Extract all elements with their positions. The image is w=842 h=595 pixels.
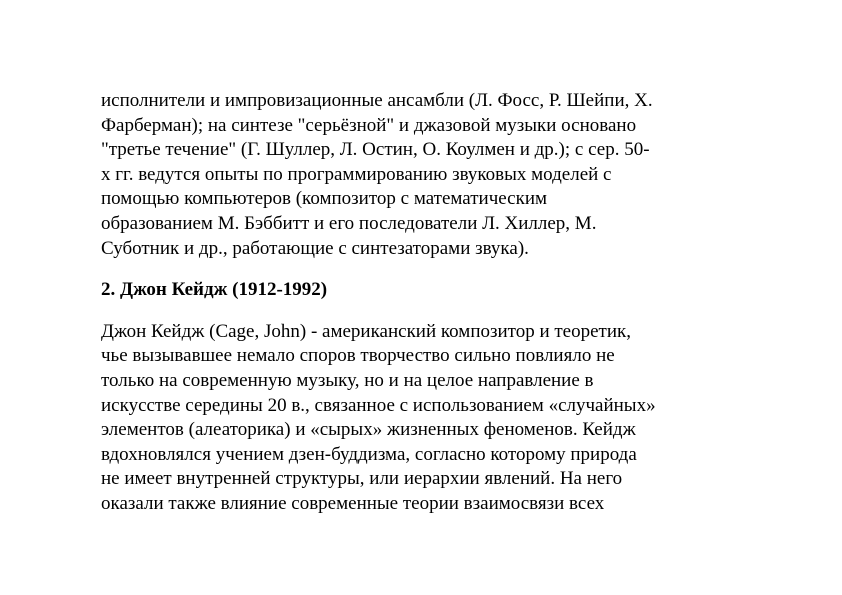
section-heading: 2. Джон Кейдж (1912-1992) — [101, 279, 328, 301]
paragraph-1 — [101, 89, 751, 261]
text-line: "третье течение" (Г. Шуллер, Л. Остин, О. Коулмен и др.); с сер. 50- — [101, 139, 650, 161]
text-line: исполнители и импровизационные ансамбли (Л. Фосс, Р. Шейпи, Х. — [101, 90, 653, 111]
paragraph-2 — [101, 320, 751, 517]
text-line: не имеет внутренней структуры, или иерархии явлений. На него — [101, 468, 623, 490]
text-line: вдохновлялся учением дзен-буддизма, согласно которому природа — [101, 443, 637, 465]
text-line: элементов (алеаторика) и «сырых» жизненных феноменов. Кейдж — [101, 419, 636, 441]
page-content — [101, 89, 751, 517]
text-line: помощью компьютеров (композитор с математическим — [101, 188, 548, 210]
text-line: Суботник и др., работающие с синтезаторами звука). — [101, 237, 529, 259]
text-line: х гг. ведутся опыты по программированию звуковых моделей с — [101, 163, 612, 185]
text-line: чье вызывавшее немало споров творчество сильно повлияло не — [101, 345, 615, 367]
text-line: Фарберман); на синтезе "серьёзной" и джазовой музыки основано — [101, 114, 637, 136]
text-line: образованием М. Бэббитт и его последователи Л. Хиллер, М. — [101, 212, 597, 234]
text-line: только на современную музыку, но и на целое направление в — [101, 369, 594, 391]
text-line: искусстве середины 20 в., связанное с использованием «случайных» — [101, 394, 656, 416]
text-line: Джон Кейдж (Cage, John) - американский композитор и теоретик, — [101, 320, 632, 342]
text-line: оказали также влияние современные теории взаимосвязи всех — [101, 492, 605, 514]
